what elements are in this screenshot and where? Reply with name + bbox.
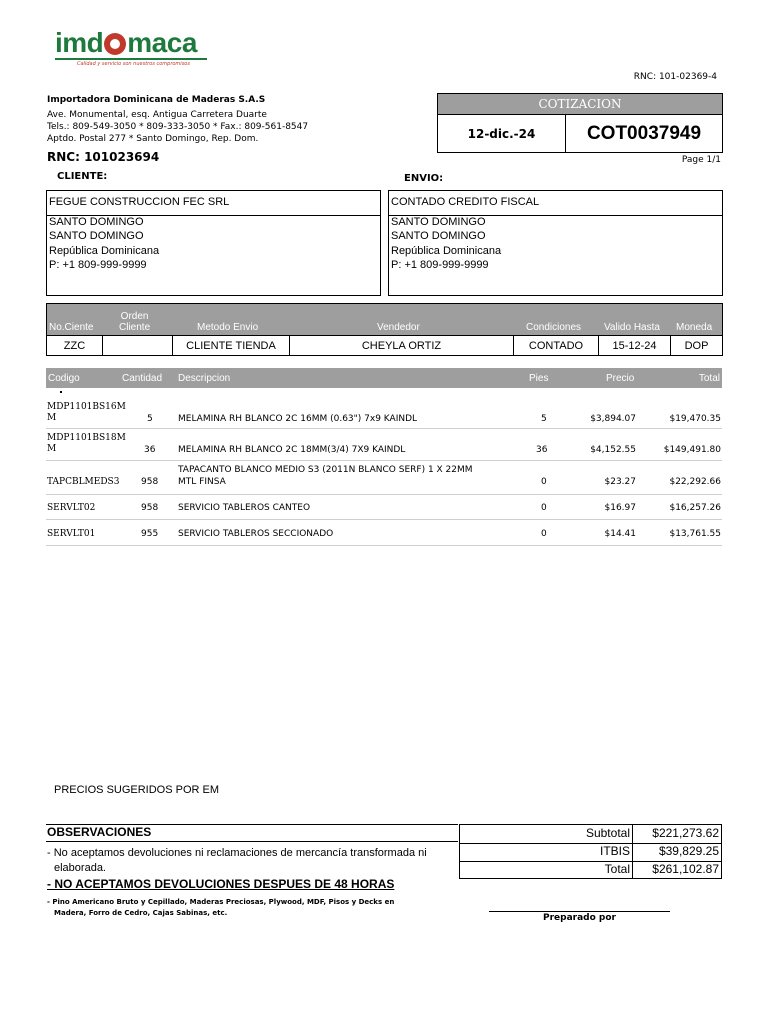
row-descripcion-2: MTL FINSA [178,477,226,487]
quote-title: COTIZACION [438,94,722,114]
hdr-codigo: Codigo [48,373,80,384]
row-codigo-2: M [47,444,57,454]
envio-label: ENVIO: [404,173,444,184]
observaciones-products2: Madera, Forro de Cedro, Cajas Sabinas, etc. [54,909,228,917]
table-row [46,495,722,520]
company-logo [55,28,215,67]
bullet-dot [60,391,62,393]
envio-line2: SANTO DOMINGO [391,230,486,242]
hdr-moneda: Moneda [676,322,713,333]
envio-line3: República Dominicana [391,245,502,257]
table-row [46,429,722,461]
row-cantidad: 36 [144,445,156,455]
envio-phone: P: +1 809-999-9999 [391,259,489,271]
observaciones-line2: elaborada. [54,862,106,874]
table-row [46,398,722,429]
row-codigo-2: M [47,413,57,423]
val-moneda: DOP [684,339,709,352]
logo-text-left: imd [55,27,104,58]
row-codigo-1: TAPCBLMEDS3 [47,477,120,487]
observaciones-line1: - No aceptamos devoluciones ni reclamaciones de mercancía transformada ni [47,847,427,859]
hdr-precio: Precio [606,373,635,384]
envio-line1: SANTO DOMINGO [391,216,486,228]
subtotal-value: $221,273.62 [652,826,719,840]
hdr-orden-2: Cliente [119,322,151,333]
cliente-line2: SANTO DOMINGO [49,230,144,242]
info-table [46,303,723,356]
row-pies: 0 [541,503,547,513]
quote-box [437,93,723,153]
row-codigo-1: MDP1101BS16M [47,402,126,412]
table-row [46,520,722,546]
row-descripcion: SERVICIO TABLEROS CANTEO [178,503,311,513]
row-cantidad: 958 [141,477,159,487]
signature-line [489,911,670,912]
val-metodo: CLIENTE TIENDA [173,335,290,356]
row-descripcion: TAPACANTO BLANCO MEDIO S3 (2011N BLANCO SERF) 1 X 22MM [178,465,473,475]
cliente-line3: República Dominicana [49,245,160,257]
row-total: $19,470.35 [669,414,721,424]
company-phones: Tels.: 809-549-3050 * 809-333-3050 * Fax.: 809-561-8547 [47,122,309,132]
observaciones-products1: - Pino Americano Bruto y Cepillado, Maderas Preciosas, Plywood, MDF, Pisos y Decks en [47,898,395,906]
hdr-vendedor: Vendedor [377,322,420,333]
hdr-valido: Valido Hasta [604,322,660,333]
row-descripcion: SERVICIO TABLEROS SECCIONADO [178,529,334,539]
row-cantidad: 958 [141,503,159,513]
envio-name: CONTADO CREDITO FISCAL [391,196,540,208]
itbis-value: $39,829.25 [658,844,719,858]
rnc-top: RNC: 101-02369-4 [633,72,717,82]
row-cantidad: 5 [147,414,153,424]
cliente-label: CLIENTE: [57,171,108,182]
val-condiciones: CONTADO [514,335,599,356]
total-label: Total [604,862,630,876]
row-precio: $14.41 [604,529,636,539]
total-value: $261,102.87 [652,862,719,876]
envio-box [388,190,723,296]
hdr-cantidad: Cantidad [122,373,163,384]
val-vendedor: CHEYLA ORTIZ [290,335,514,356]
company-address2: Aptdo. Postal 277 * Santo Domingo, Rep. Dom. [47,134,259,144]
hdr-condiciones: Condiciones [526,322,582,333]
precios-note: PRECIOS SUGERIDOS POR EM [54,784,220,796]
row-descripcion: MELAMINA RH BLANCO 2C 18MM(3/4) 7X9 KAINDL [178,445,406,455]
company-address1: Ave. Monumental, esq. Antigua Carretera Duarte [47,110,267,120]
preparado-por: Preparado por [543,913,616,923]
row-precio: $23.27 [604,477,636,487]
observaciones-title: OBSERVACIONES [47,825,152,839]
row-descripcion: MELAMINA RH BLANCO 2C 16MM (0.63") 7x9 KAINDL [178,414,418,424]
totals-box [459,824,722,879]
hdr-pies: Pies [529,373,549,384]
page-number: Page 1/1 [681,155,721,165]
hdr-no-cliente: No.Ciente [49,322,94,333]
logo-mark-icon [104,33,126,55]
row-precio: $4,152.55 [590,445,636,455]
row-pies: 0 [541,477,547,487]
row-precio: $3,894.07 [590,414,636,424]
logo-slogan: Calidad y servicio son nuestros compromisos [77,61,190,67]
val-orden [103,335,173,356]
itbis-label: ITBIS [599,844,630,858]
row-pies: 36 [536,445,548,455]
row-total: $13,761.55 [669,529,721,539]
items-header [46,368,722,388]
row-cantidad: 955 [141,529,159,539]
row-total: $149,491.80 [663,445,721,455]
val-no-cliente: ZZC [47,335,103,356]
hdr-descripcion: Descripcion [178,373,231,384]
row-pies: 5 [541,414,547,424]
company-rnc: RNC: 101023694 [47,150,160,164]
hdr-orden-1: Orden [120,311,149,322]
subtotal-label: Subtotal [585,826,630,840]
cliente-line1: SANTO DOMINGO [49,216,144,228]
row-codigo-1: SERVLT01 [47,529,96,539]
row-codigo-1: SERVLT02 [47,503,96,513]
cliente-name: FEGUE CONSTRUCCION FEC SRL [49,196,230,208]
cliente-phone: P: +1 809-999-9999 [49,259,147,271]
hdr-total: Total [698,373,720,384]
quote-number: COT0037949 [586,123,702,144]
logo-text-right: maca [127,27,197,58]
hdr-orden-cliente [119,304,150,335]
row-total: $16,257.26 [669,503,721,513]
val-valido: 15-12-24 [599,335,671,356]
quote-date: 12-dic.-24 [467,127,536,141]
company-name: Importadora Dominicana de Maderas S.A.S [47,95,266,105]
row-total: $22,292.66 [669,477,721,487]
table-row [46,461,722,495]
cliente-box [46,190,381,296]
row-codigo-1: MDP1101BS18M [47,433,126,443]
row-pies: 0 [541,529,547,539]
hdr-metodo: Metodo Envio [197,322,259,333]
observaciones-warning: - NO ACEPTAMOS DEVOLUCIONES DESPUES DE 48 HORAS [47,877,395,891]
row-precio: $16.97 [604,503,636,513]
